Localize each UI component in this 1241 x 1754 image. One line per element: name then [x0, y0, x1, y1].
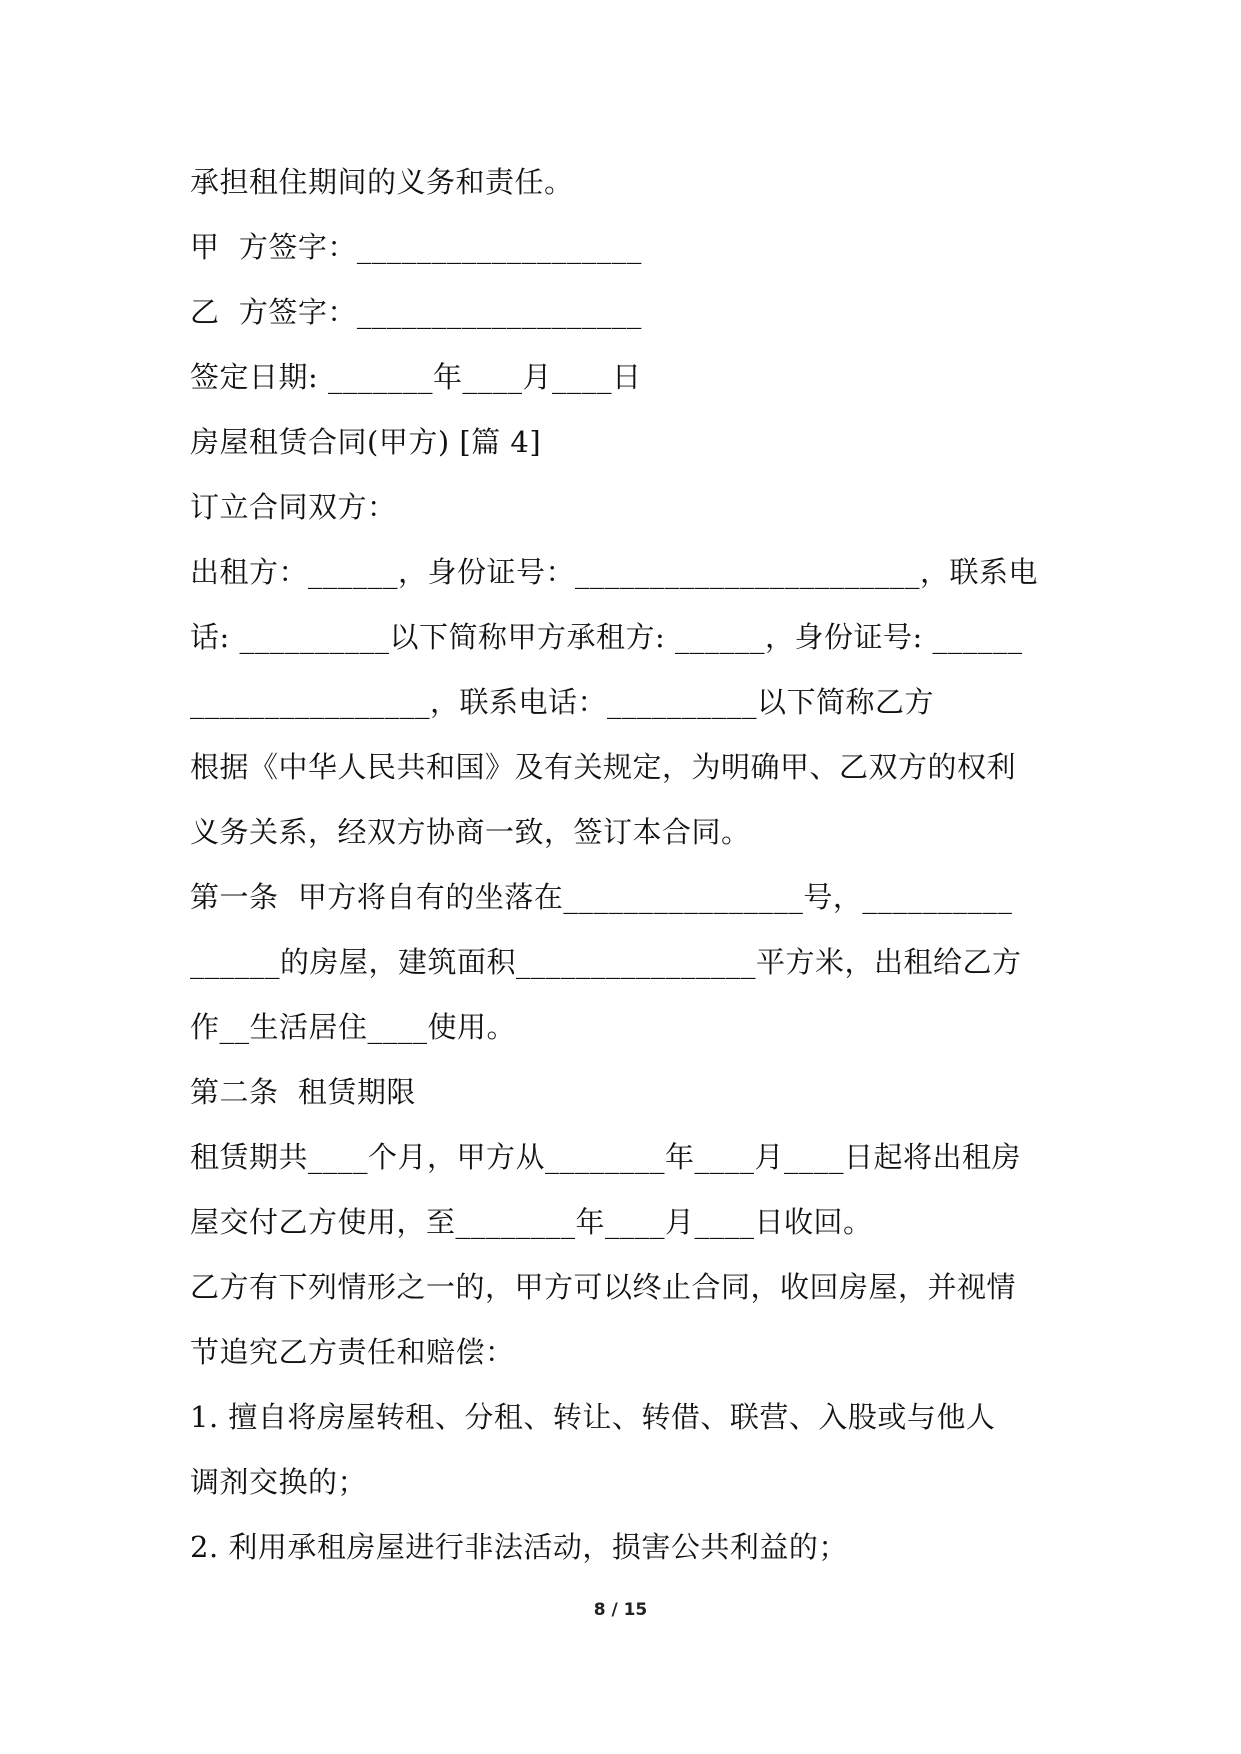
- document-body: [190, 150, 1060, 1580]
- party-b-signature-line: 乙 方签字：___________________: [190, 295, 642, 329]
- text-line: 作__生活居住____使用。: [190, 1010, 517, 1044]
- text-line: 话: __________以下简称甲方承租方: ______，身份证号: ______: [190, 620, 1023, 654]
- text-line: 乙方有下列情形之一的，甲方可以终止合同，收回房屋，并视情: [190, 1270, 1017, 1304]
- text-line: 订立合同双方：: [190, 490, 397, 524]
- page-number: 8 / 15: [593, 1600, 648, 1620]
- text-line: 调剂交换的；: [190, 1465, 368, 1499]
- text-line: 出租方：______，身份证号：_______________________，联系电: [190, 555, 1039, 589]
- text-line: 屋交付乙方使用，至________年____月____日收回。: [190, 1205, 873, 1239]
- text-line: ______的房屋，建筑面积________________平方米，出租给乙方: [190, 945, 1022, 979]
- section-title: 房屋租赁合同(甲方) [篇 4]: [190, 425, 542, 459]
- text-line: 租赁期共____个月，甲方从________年____月____日起将出租房: [190, 1140, 1022, 1174]
- list-item: 2. 利用承租房屋进行非法活动，损害公共利益的；: [190, 1530, 848, 1564]
- text-line: 义务关系，经双方协商一致，签订本合同。: [190, 815, 751, 849]
- article-one-line: 第一条 甲方将自有的坐落在________________号，__________: [190, 880, 1013, 914]
- signing-date-line: 签定日期: _______年____月____日: [190, 360, 642, 394]
- text-line: 根据《中华人民共和国》及有关规定，为明确甲、乙双方的权利: [190, 750, 1017, 784]
- text-line: 承担租住期间的义务和责任。: [190, 165, 574, 199]
- article-two-heading: 第二条 租赁期限: [190, 1075, 416, 1109]
- text-line: ________________，联系电话：__________以下简称乙方: [190, 685, 935, 719]
- text-line: 节追究乙方责任和赔偿：: [190, 1335, 515, 1369]
- party-a-signature-line: 甲 方签字：___________________: [190, 230, 642, 264]
- list-item: 1. 擅自将房屋转租、分租、转让、转借、联营、入股或与他人: [190, 1400, 996, 1434]
